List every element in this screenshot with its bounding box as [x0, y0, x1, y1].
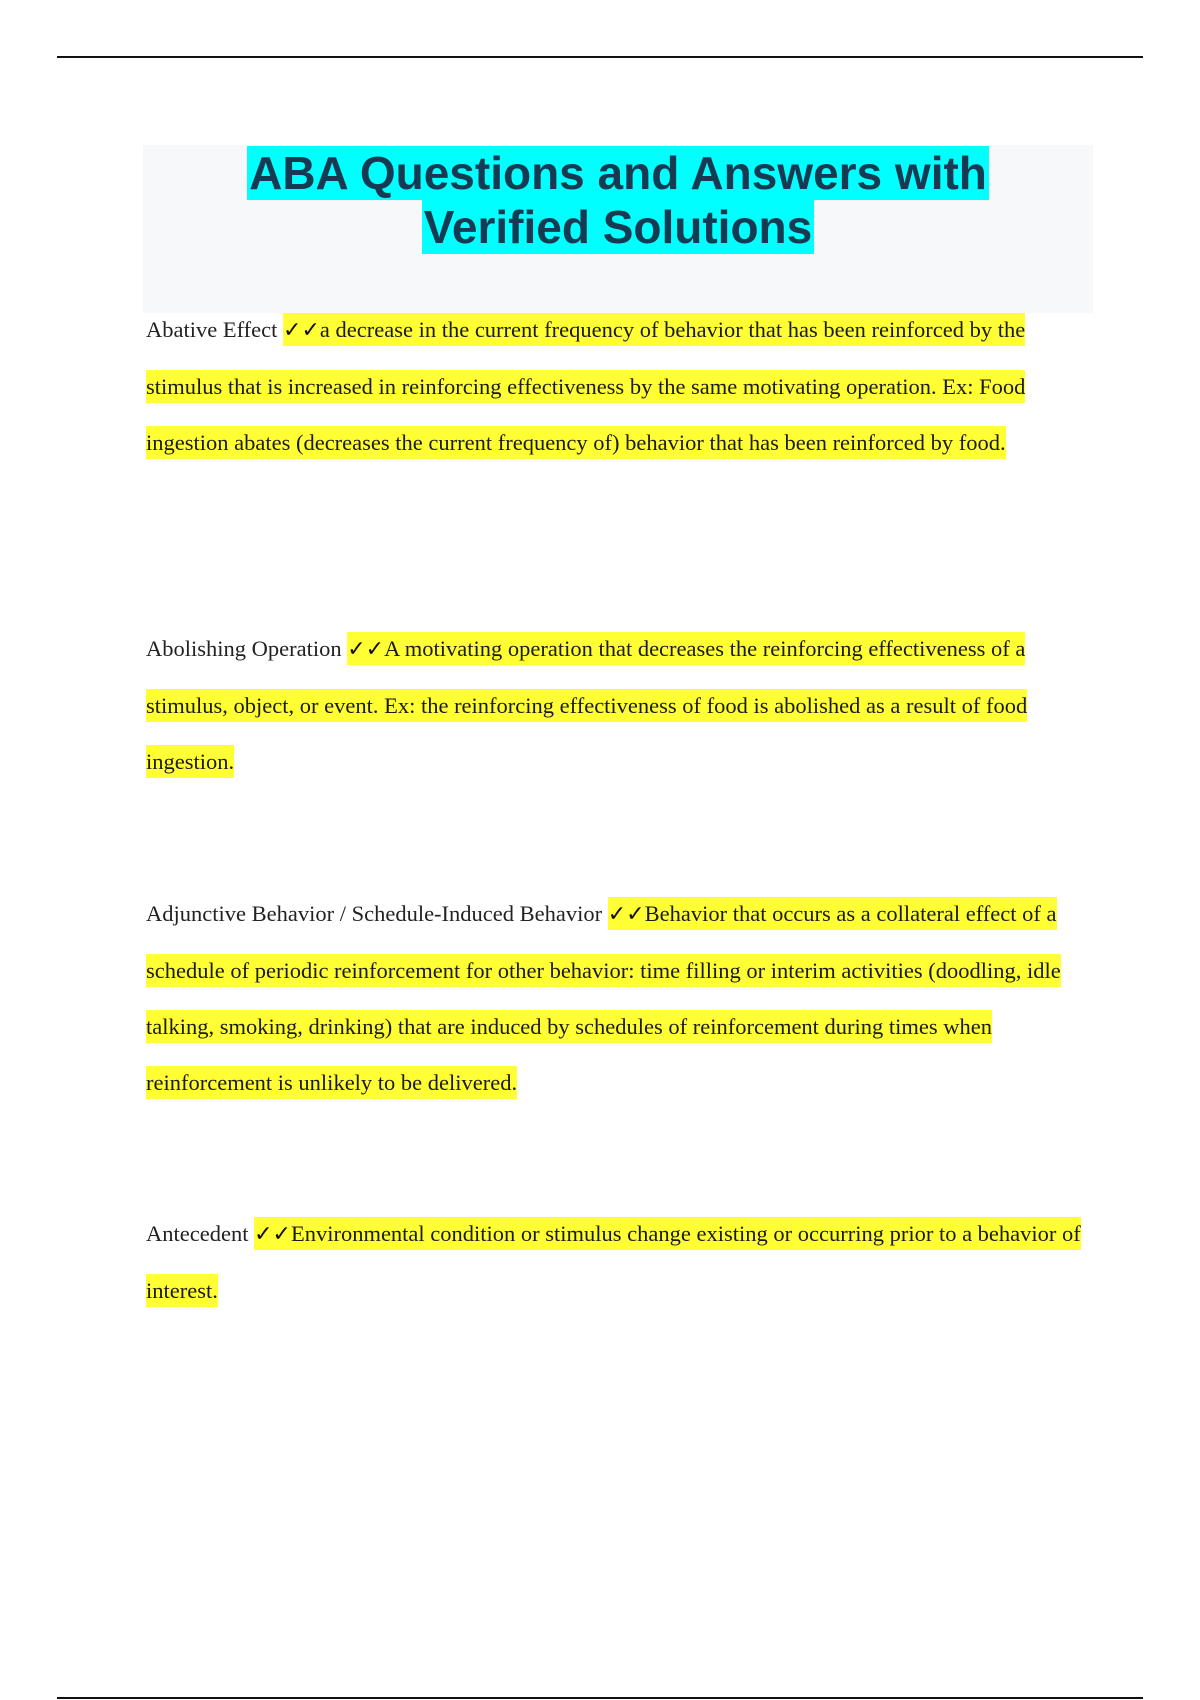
top-rule: [57, 56, 1143, 58]
qa-entry-antecedent: [146, 1206, 1091, 1319]
definition: Environmental condition or stimulus change existing or occurring prior to a behavior of interest.: [146, 1221, 1081, 1303]
page-title-line-1: ABA Questions and Answers with: [249, 147, 987, 199]
term: Abolishing Operation: [146, 636, 342, 661]
definition: Behavior that occurs as a collateral effect of a schedule of periodic reinforcement for other behavior: time filling or interim activities (doodling, idle talking, smoking, drinking) that are induced by schedules of reinforcement during times when reinforcement is unlikely to be delivered.: [146, 901, 1061, 1095]
qa-entry-abative-effect: [146, 302, 1091, 471]
double-check-icon: ✓✓: [254, 1222, 291, 1247]
definition: a decrease in the current frequency of behavior that has been reinforced by the stimulus that is increased in reinforcing effectiveness by the same motivating operation. Ex: Food ingestion abates (decreases the current frequency of) behavior that has been reinforced by food.: [146, 317, 1026, 455]
term: Antecedent: [146, 1221, 249, 1246]
answer-highlight: [146, 1217, 1081, 1307]
double-check-icon: ✓✓: [283, 318, 320, 343]
double-check-icon: ✓✓: [607, 902, 645, 927]
title-box: [143, 145, 1093, 313]
definition: A motivating operation that decreases the reinforcing effectiveness of a stimulus, object, or event. Ex: the reinforcing effectiveness of food is abolished as a result of food ingestion.: [146, 636, 1028, 774]
term: Adjunctive Behavior / Schedule-Induced Behavior: [146, 901, 603, 926]
answer-highlight: [146, 897, 1061, 1099]
qa-entry-adjunctive-behavior: [146, 886, 1091, 1111]
qa-entry-abolishing-operation: [146, 621, 1091, 790]
term: Abative Effect: [146, 317, 278, 342]
double-check-icon: ✓✓: [347, 637, 385, 662]
answer-highlight: [146, 313, 1025, 459]
page-title-line-2: Verified Solutions: [423, 201, 813, 253]
bottom-rule: [57, 1697, 1143, 1699]
